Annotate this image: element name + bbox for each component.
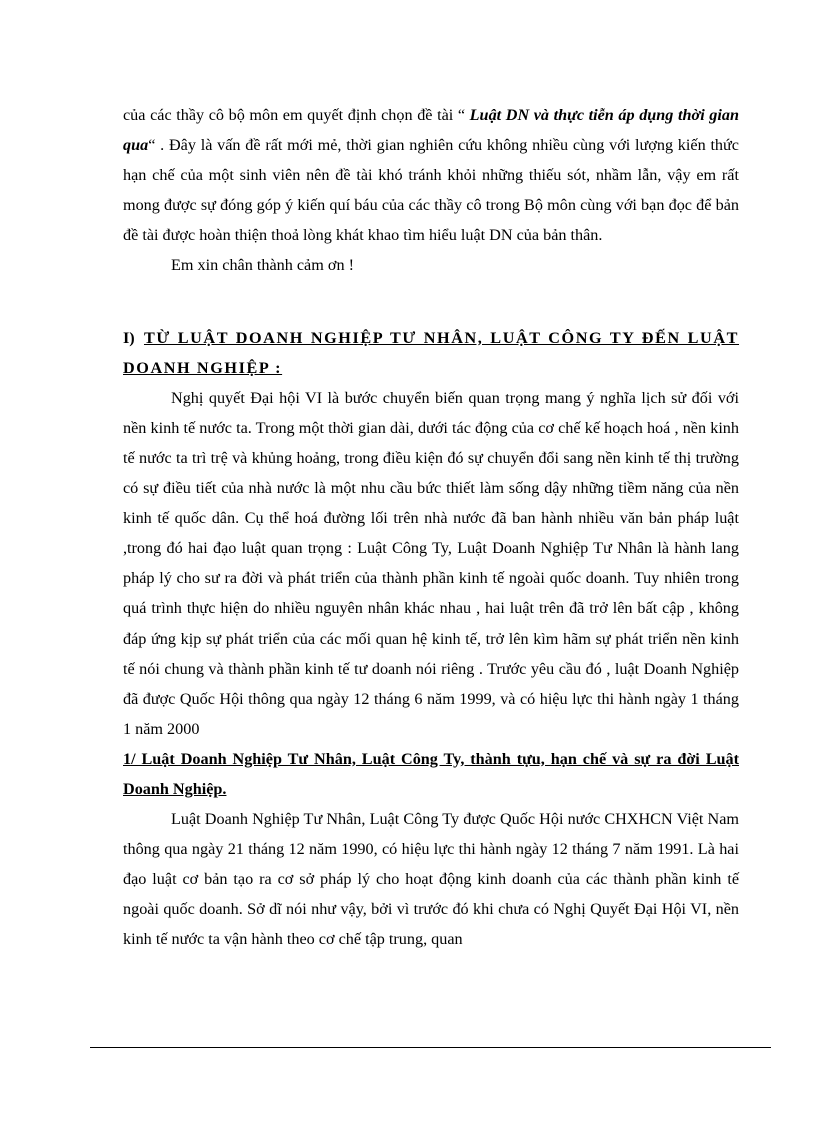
footer-divider [90, 1047, 771, 1048]
subsection-heading: 1/ Luật Doanh Nghiệp Tư Nhân, Luật Công Ty, thành tựu, hạn chế và sự ra đời Luật Doanh Nghiệp. [123, 749, 739, 798]
thesis-title: Luật DN và thực tiễn áp dụng thời gian qua [123, 106, 739, 155]
thanks-line: Em xin chân thành cảm ơn ! [171, 256, 354, 275]
section-paragraph: Nghị quyết Đại hội VI là bước chuyển biến quan trọng mang ý nghĩa lịch sử đối với nền kinh tế nước ta. Trong một thời gian dài, dưới tác động của cơ chế kế hoạch hoá , nền kinh tế nước ta trì trệ và khủng hoảng, trong điều kiện đó sự chuyển đổi sang nền kinh tế thị trường có sự điều tiết của nhà nước là một nhu cầu bức thiết làm sống dậy những tiềm năng của nền kinh tế quốc dân. Cụ thể hoá đường lối trên nhà nước đã ban hành nhiều văn bản pháp luật ,trong đó hai đạo luật quan trọng : Luật Công Ty, Luật Doanh Nghiệp Tư Nhân là hành lang pháp lý cho sư ra đời và phát triển của thành phần kinh tế ngoài quốc doanh. Tuy nhiên trong quá trình thực hiện do nhiều nguyên nhân khác nhau , hai luật trên đã trở lên bất cập , không đáp ứng kịp sự phát triển của các mối quan hệ kinh tế, trở lên kìm hãm sự phát triển nền kinh tế nói chung và thành phần kinh tế tư doanh nói riêng . Trước yêu cầu đó , luật Doanh Nghiệp đã được Quốc Hội thông qua ngày 12 tháng 6 năm 1999, và có hiệu lực thi hành ngày 1 tháng 1 năm 2000 [123, 388, 739, 738]
intro-paragraph [123, 100, 739, 250]
section-label: I) [123, 328, 135, 347]
intro-text-before-title: của các thầy cô bộ môn em quyết định chọn đề tài “ [123, 106, 470, 124]
intro-text-after-title: “ . Đây là vấn đề rất mới mẻ, thời gian nghiên cứu không nhiều cùng với lượng kiến thức hạn chế của một sinh viên nên đề tài khó tránh khỏi những thiếu sót, nhầm lẫn, vậy em rất mong được sự đóng góp ý kiến quí báu của các thầy cô trong Bộ môn cùng với bạn đọc để bản đề tài được hoàn thiện thoả lòng khát khao tìm hiểu luật DN của bản thân. [123, 136, 739, 245]
subsection-paragraph: Luật Doanh Nghiệp Tư Nhân, Luật Công Ty được Quốc Hội nước CHXHCN Việt Nam thông qua ngày 21 tháng 12 năm 1990, có hiệu lực thi hành ngày 12 tháng 7 năm 1991. Là hai đạo luật cơ bản tạo ra cơ sở pháp lý cho hoạt động kinh doanh của các thành phần kinh tế ngoài quốc doanh. Sở dĩ nói như vậy, bởi vì trước đó khi chưa có Nghị Quyết Đại Hội VI, nền kinh tế nước ta vận hành theo cơ chế tập trung, quan [123, 810, 739, 949]
section-heading [123, 323, 739, 383]
document-page [123, 100, 739, 955]
section-title: TỪ LUẬT DOANH NGHIỆP TƯ NHÂN, LUẬT CÔNG TY ĐẾN LUẬT DOANH NGHIỆP : [123, 328, 740, 377]
